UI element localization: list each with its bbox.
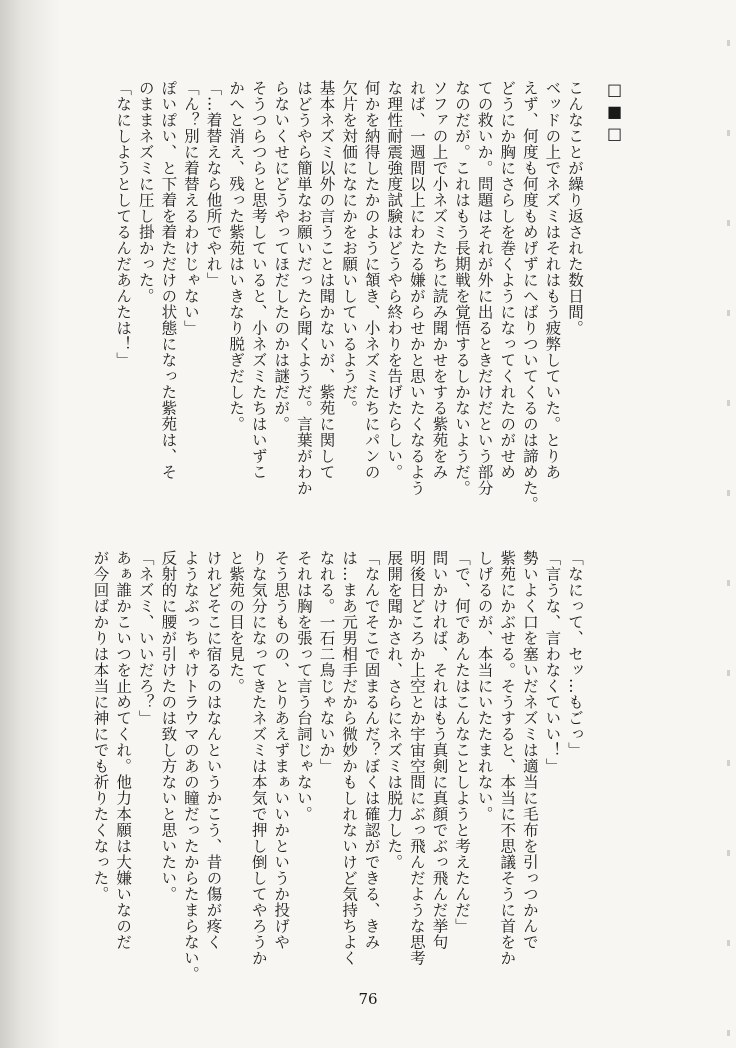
section-marks: □■□ bbox=[605, 80, 624, 146]
upper-text-block bbox=[112, 80, 586, 530]
text-line: 展開を聞かされ、さらにネズミは脱力した。 bbox=[385, 550, 404, 870]
text-line: ぽいぽい、と下着を着ただけの状態になった紫苑は、そ bbox=[159, 80, 178, 480]
text-line: ベッドの上でネズミはそれはもう疲弊していた。とりあ bbox=[543, 80, 562, 480]
text-line: どうにか胸にさらしを巻くようになってくれたのがせめ bbox=[498, 80, 517, 480]
lower-text-block bbox=[89, 550, 586, 982]
text-line: のままネズミに圧し掛かった。 bbox=[136, 80, 155, 304]
text-line: りな気分になってきたネズミは本気で押し倒してやろうか bbox=[249, 550, 268, 966]
text-line: らないくせにどうやってほだしたのかは謎だが。 bbox=[272, 80, 291, 432]
text-line: えず、何度も何度もめげずにへばりついてくるのは諦めた。 bbox=[520, 80, 539, 512]
text-line: な理性耐震強度試験はどうやら終わりを告げたらしい。 bbox=[385, 80, 404, 480]
text-line: そう思うものの、とりあえずまぁいいかというか投げや bbox=[272, 550, 291, 950]
text-line: 「ネズミ、いいだろ？」 bbox=[136, 550, 155, 726]
text-line: 「で、何であんたはこんなことしようと考えたんだ」 bbox=[453, 550, 472, 934]
text-line: 基本ネズミ以外の言うことは聞かないが、紫苑に関して bbox=[317, 80, 336, 480]
text-line: 「なにって、セッ…もごっ」 bbox=[566, 550, 584, 758]
text-line: 勢いよく口を塞いだネズミは適当に毛布を引っつかんで bbox=[520, 550, 539, 950]
text-line: 「なんでそこで固まるんだ？ぼくは確認ができる、きみ bbox=[362, 550, 381, 950]
text-line: れば、一週間以上にわたる嫌がらせかと思いたくなるよう bbox=[407, 80, 426, 496]
page-number: 76 bbox=[358, 990, 378, 1008]
text-line: ようなぶっちゃけトラウマのあの瞳だったからたまらない。 bbox=[181, 550, 200, 982]
text-line: あぁ誰かこいつを止めてくれ。他力本願は大嫌いなのだ bbox=[114, 550, 133, 950]
text-line: こんなことが繰り返された数日間。 bbox=[566, 80, 584, 336]
text-line: はどうやら簡単なお願いだったら聞くようだ。言葉がわか bbox=[294, 80, 313, 496]
text-line: は…まあ元男相手だから微妙かもしれないけど気持ちよく bbox=[340, 550, 359, 966]
text-line: ソファの上で小ネズミたちに読み聞かせをする紫苑をみ bbox=[430, 80, 449, 480]
text-line: それは胸を張って言う台詞じゃない。 bbox=[294, 550, 313, 822]
text-line: 「ん？別に着替えるわけじゃない」 bbox=[181, 80, 200, 336]
text-line: 明後日どころか上空とか宇宙空間にぶっ飛んだような思考 bbox=[407, 550, 426, 966]
text-line: と紫苑の目を見た。 bbox=[227, 550, 246, 694]
text-line: しげるのが、本当にいたたまれない。 bbox=[475, 550, 494, 822]
text-line: かへと消え、残った紫苑はいきなり脱ぎだした。 bbox=[227, 80, 246, 432]
page-gutter-shadow bbox=[0, 0, 60, 1048]
text-line: なれる。一石二鳥じゃないか」 bbox=[317, 550, 336, 774]
page-edge-marks bbox=[727, 0, 730, 1048]
text-line: 反射的に腰が引けたのは致し方ないと思いたい。 bbox=[159, 550, 178, 902]
text-line: ての救いか。問題はそれが外に出るときだけだという部分 bbox=[475, 80, 494, 496]
text-line: が今回ばかりは本当に神にでも祈りたくなった。 bbox=[91, 550, 110, 902]
text-line: 「…着替えなら他所でやれ」 bbox=[204, 80, 223, 288]
text-line: そうつらつらと思考していると、小ネズミたちはいずこ bbox=[249, 80, 268, 480]
text-line: 問いかければ、それはもう真剣に真顔でぶっ飛んだ挙句 bbox=[430, 550, 449, 950]
text-line: 何かを納得したかのように頷き、小ネズミたちにパンの bbox=[362, 80, 381, 480]
text-line: 欠片を対価になにかをお願いしているようだ。 bbox=[340, 80, 359, 416]
text-line: 「言うな、言わなくていい！」 bbox=[543, 550, 562, 774]
text-line: なのだが。これはもう長期戦を覚悟するしかないようだ。 bbox=[453, 80, 472, 496]
text-line: けれどそこに宿るのはなんというかこう、昔の傷が疼く bbox=[204, 550, 223, 950]
text-line: 紫苑にかぶせる。そうすると、本当に不思議そうに首をか bbox=[498, 550, 517, 966]
text-line: 「なにしようとしてるんだあんたは！」 bbox=[114, 80, 133, 368]
